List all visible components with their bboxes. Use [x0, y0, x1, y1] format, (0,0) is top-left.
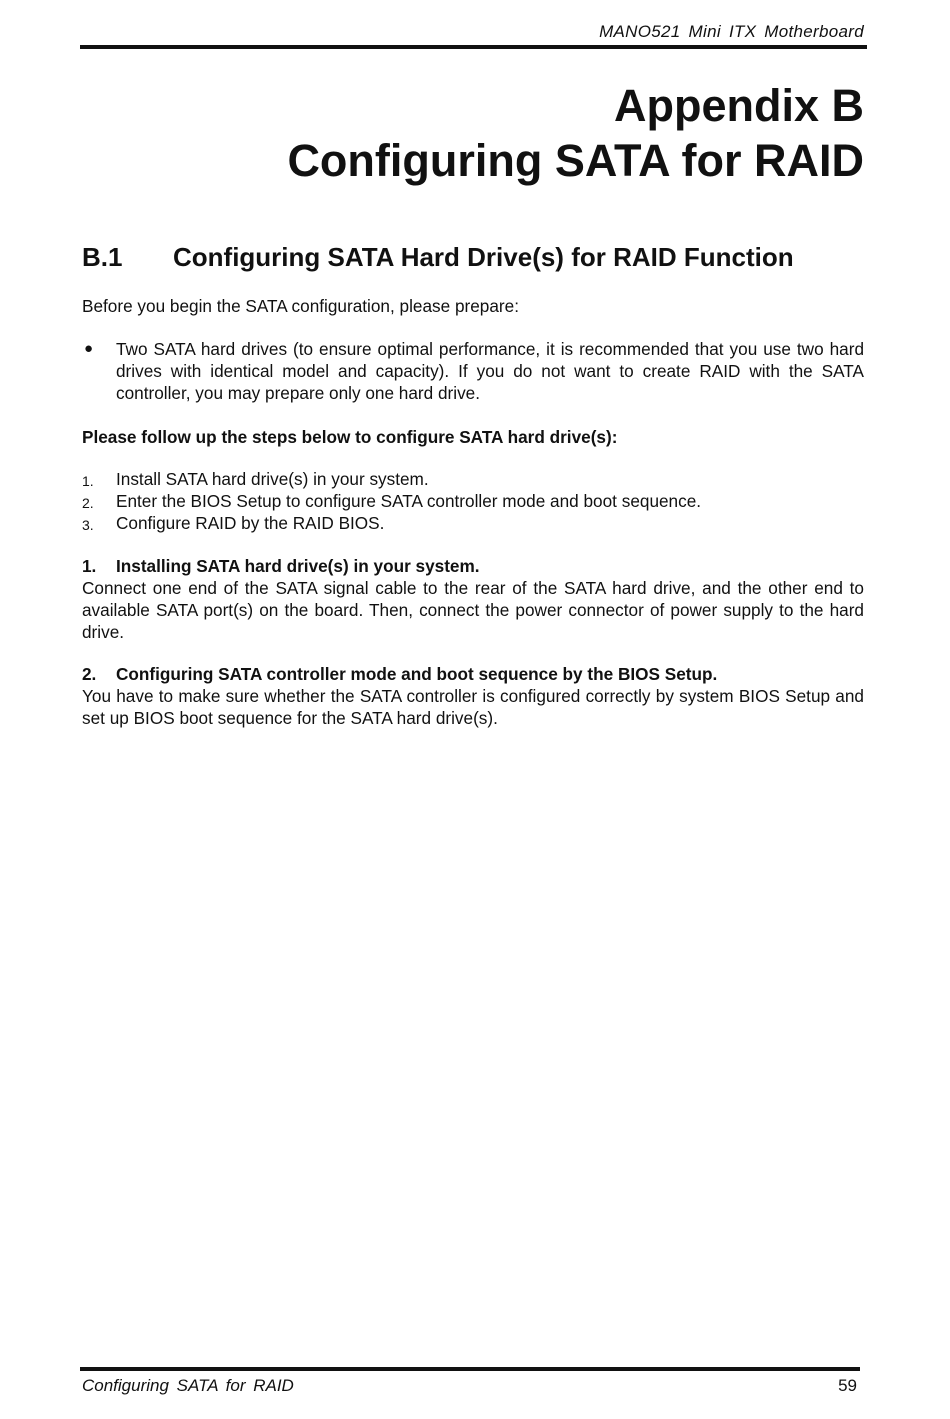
step-number: 3. — [82, 517, 94, 533]
subsection-number: 2. — [82, 664, 97, 684]
step-item — [82, 468, 864, 490]
section-number: B.1 — [82, 242, 123, 272]
subsection-title: Configuring SATA controller mode and boot sequence by the BIOS Setup. — [116, 664, 718, 684]
step-item — [82, 512, 864, 534]
section-heading — [82, 240, 794, 274]
running-header: MANO521 Mini ITX Motherboard — [599, 22, 864, 41]
step-text: Configure RAID by the RAID BIOS. — [116, 513, 385, 533]
page-number: 59 — [838, 1376, 857, 1395]
subsection-2-heading — [82, 663, 864, 685]
subsection-title: Installing SATA hard drive(s) in your system. — [116, 556, 480, 576]
step-text: Install SATA hard drive(s) in your system. — [116, 469, 429, 489]
subsection-2-paragraph: You have to make sure whether the SATA controller is configured correctly by system BIOS Setup and set up BIOS boot sequence for the SATA hard drive(s). — [82, 686, 864, 728]
footer-chapter-title: Configuring SATA for RAID — [82, 1376, 294, 1395]
step-item — [82, 490, 864, 512]
step-number: 1. — [82, 473, 94, 489]
footer-rule — [80, 1367, 860, 1371]
intro-paragraph: Before you begin the SATA configuration, please prepare: — [82, 296, 519, 316]
step-text: Enter the BIOS Setup to configure SATA controller mode and boot sequence. — [116, 491, 702, 511]
appendix-title-line1: Appendix B — [613, 80, 864, 131]
step-number: 2. — [82, 495, 94, 511]
subsection-1-paragraph: Connect one end of the SATA signal cable to the rear of the SATA hard drive, and the other end to available SATA port(s) on the board. Then, connect the power connector of power supply to the hard drive. — [82, 578, 864, 642]
header-rule — [80, 45, 867, 49]
steps-heading: Please follow up the steps below to configure SATA hard drive(s): — [82, 427, 618, 447]
steps-list — [82, 468, 864, 534]
bullet-text: Two SATA hard drives (to ensure optimal performance, it is recommended that you use two hard drives with identical model and capacity). If you do not want to create RAID with the SATA controller, you may prepare only one hard drive. — [116, 339, 864, 403]
appendix-title — [287, 78, 864, 188]
bullet-icon: ● — [84, 340, 94, 357]
section-title: Configuring SATA Hard Drive(s) for RAID Function — [173, 242, 794, 272]
subsection-1-heading — [82, 555, 864, 577]
appendix-title-line2: Configuring SATA for RAID — [287, 135, 864, 186]
bullet-item — [82, 338, 864, 404]
subsection-number: 1. — [82, 556, 97, 576]
